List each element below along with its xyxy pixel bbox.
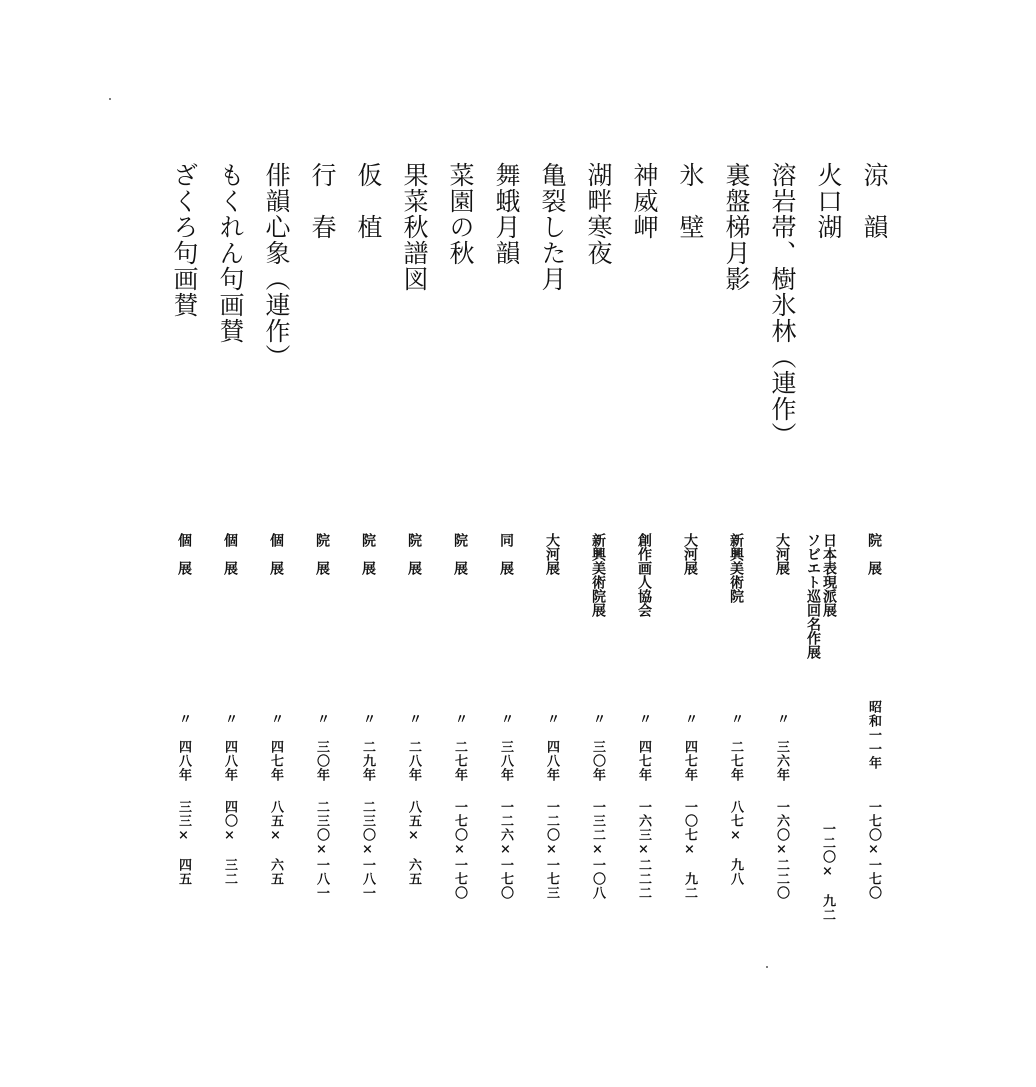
exhibition-venue bbox=[177, 533, 191, 575]
dimensions: 三三× 四五 bbox=[176, 800, 191, 886]
work-title: 氷 壁 bbox=[676, 162, 705, 240]
dimensions: 一二〇× 九二 bbox=[820, 822, 835, 922]
work-row bbox=[714, 0, 760, 1087]
exhibition-venue bbox=[775, 533, 789, 575]
year: 〃 三六年 bbox=[774, 712, 789, 782]
venue-line: 新興美術院 bbox=[728, 533, 744, 603]
dimensions: 一六〇×二二〇 bbox=[774, 800, 789, 900]
work-title: もくれん句画賛 bbox=[216, 162, 245, 344]
exhibition-venue bbox=[591, 533, 605, 617]
work-row bbox=[668, 0, 714, 1087]
year: 〃 四七年 bbox=[636, 712, 651, 782]
exhibition-venue bbox=[315, 533, 329, 575]
work-title: 涼 韻 bbox=[860, 162, 889, 240]
venue-line: 大河展 bbox=[544, 533, 560, 575]
exhibition-venue bbox=[499, 533, 513, 575]
work-title: 果菜秋譜図 bbox=[400, 162, 429, 292]
venue-line: 個 展 bbox=[176, 533, 192, 575]
venue-line: 創作画人協会 bbox=[636, 533, 652, 617]
venue-line: 院 展 bbox=[452, 533, 468, 575]
dimensions: 八五× 六五 bbox=[268, 800, 283, 886]
work-row bbox=[576, 0, 622, 1087]
work-title: 俳韻心象（連作） bbox=[262, 162, 291, 370]
year: 〃 四七年 bbox=[682, 712, 697, 782]
venue-line: 日本表現派展 bbox=[821, 533, 837, 617]
work-row bbox=[254, 0, 300, 1087]
work-title: 火口湖 bbox=[814, 162, 843, 240]
year: 〃 二七年 bbox=[452, 712, 467, 782]
work-title: 亀裂した月 bbox=[538, 162, 567, 292]
work-row bbox=[438, 0, 484, 1087]
year: 〃 四八年 bbox=[222, 712, 237, 782]
dimensions: 一三二×一〇八 bbox=[590, 800, 605, 900]
year: 〃 二九年 bbox=[360, 712, 375, 782]
work-row bbox=[806, 0, 852, 1087]
venue-line: 大河展 bbox=[682, 533, 698, 575]
exhibition-venue bbox=[407, 533, 421, 575]
year: 〃 四八年 bbox=[176, 712, 191, 782]
venue-line: 院 展 bbox=[360, 533, 376, 575]
dimensions: 八七× 九八 bbox=[728, 800, 743, 886]
dimensions: 八五× 六五 bbox=[406, 800, 421, 886]
exhibition-venue bbox=[729, 533, 743, 603]
exhibition-venue bbox=[223, 533, 237, 575]
work-title: 舞蛾月韻 bbox=[492, 162, 521, 266]
exhibition-venue bbox=[637, 533, 651, 617]
exhibition-venue bbox=[683, 533, 697, 575]
exhibition-venue bbox=[867, 533, 881, 575]
venue-line: 新興美術院展 bbox=[590, 533, 606, 617]
venue-line: 個 展 bbox=[222, 533, 238, 575]
dimensions: 一七〇×一七〇 bbox=[866, 800, 881, 900]
work-row bbox=[392, 0, 438, 1087]
work-title: 裏盤梯月影 bbox=[722, 162, 751, 292]
year: 〃 三〇年 bbox=[314, 712, 329, 782]
exhibition-venue bbox=[453, 533, 467, 575]
year: 〃 二八年 bbox=[406, 712, 421, 782]
venue-line: 院 展 bbox=[866, 533, 882, 575]
venue-line: 大河展 bbox=[774, 533, 790, 575]
work-title: 仮 植 bbox=[354, 162, 383, 240]
work-title: 溶岩帯、樹氷林（連作） bbox=[768, 162, 797, 448]
venue-line: 個 展 bbox=[268, 533, 284, 575]
venue-line: ソビエト巡回名作展 bbox=[805, 533, 821, 659]
dimensions: 一七〇×一七〇 bbox=[452, 800, 467, 900]
dimensions: 四〇× 三二 bbox=[222, 800, 237, 886]
work-row bbox=[300, 0, 346, 1087]
dimensions: 一二〇×一七三 bbox=[544, 800, 559, 900]
work-row bbox=[346, 0, 392, 1087]
year: 〃 三〇年 bbox=[590, 712, 605, 782]
dimensions: 二三〇×一八一 bbox=[314, 800, 329, 900]
dimensions: 一六三×二二二 bbox=[636, 800, 651, 900]
work-title: 神威岬 bbox=[630, 162, 659, 240]
dimensions: 一二六×一七〇 bbox=[498, 800, 513, 900]
year: 〃 四七年 bbox=[268, 712, 283, 782]
scan-speck bbox=[109, 98, 111, 100]
work-row bbox=[208, 0, 254, 1087]
year: 昭和一一年 bbox=[866, 700, 881, 770]
dimensions: 二三〇×一八一 bbox=[360, 800, 375, 900]
year: 〃 二七年 bbox=[728, 712, 743, 782]
work-row bbox=[622, 0, 668, 1087]
exhibition-venue bbox=[361, 533, 375, 575]
work-row bbox=[530, 0, 576, 1087]
venue-line: 同 展 bbox=[498, 533, 514, 575]
venue-line: 院 展 bbox=[406, 533, 422, 575]
work-title: 行 春 bbox=[308, 162, 337, 240]
year: 〃 三八年 bbox=[498, 712, 513, 782]
exhibition-venue bbox=[545, 533, 559, 575]
exhibition-venue bbox=[269, 533, 283, 575]
year: 〃 四八年 bbox=[544, 712, 559, 782]
work-row bbox=[162, 0, 208, 1087]
work-row bbox=[484, 0, 530, 1087]
work-row bbox=[760, 0, 806, 1087]
venue-line: 院 展 bbox=[314, 533, 330, 575]
work-title: ざくろ句画賛 bbox=[170, 162, 199, 318]
work-title: 菜園の秋 bbox=[446, 162, 475, 266]
dimensions: 一〇七× 九二 bbox=[682, 800, 697, 900]
work-title: 湖畔寒夜 bbox=[584, 162, 613, 266]
exhibition-venue bbox=[806, 533, 836, 659]
work-row bbox=[852, 0, 898, 1087]
